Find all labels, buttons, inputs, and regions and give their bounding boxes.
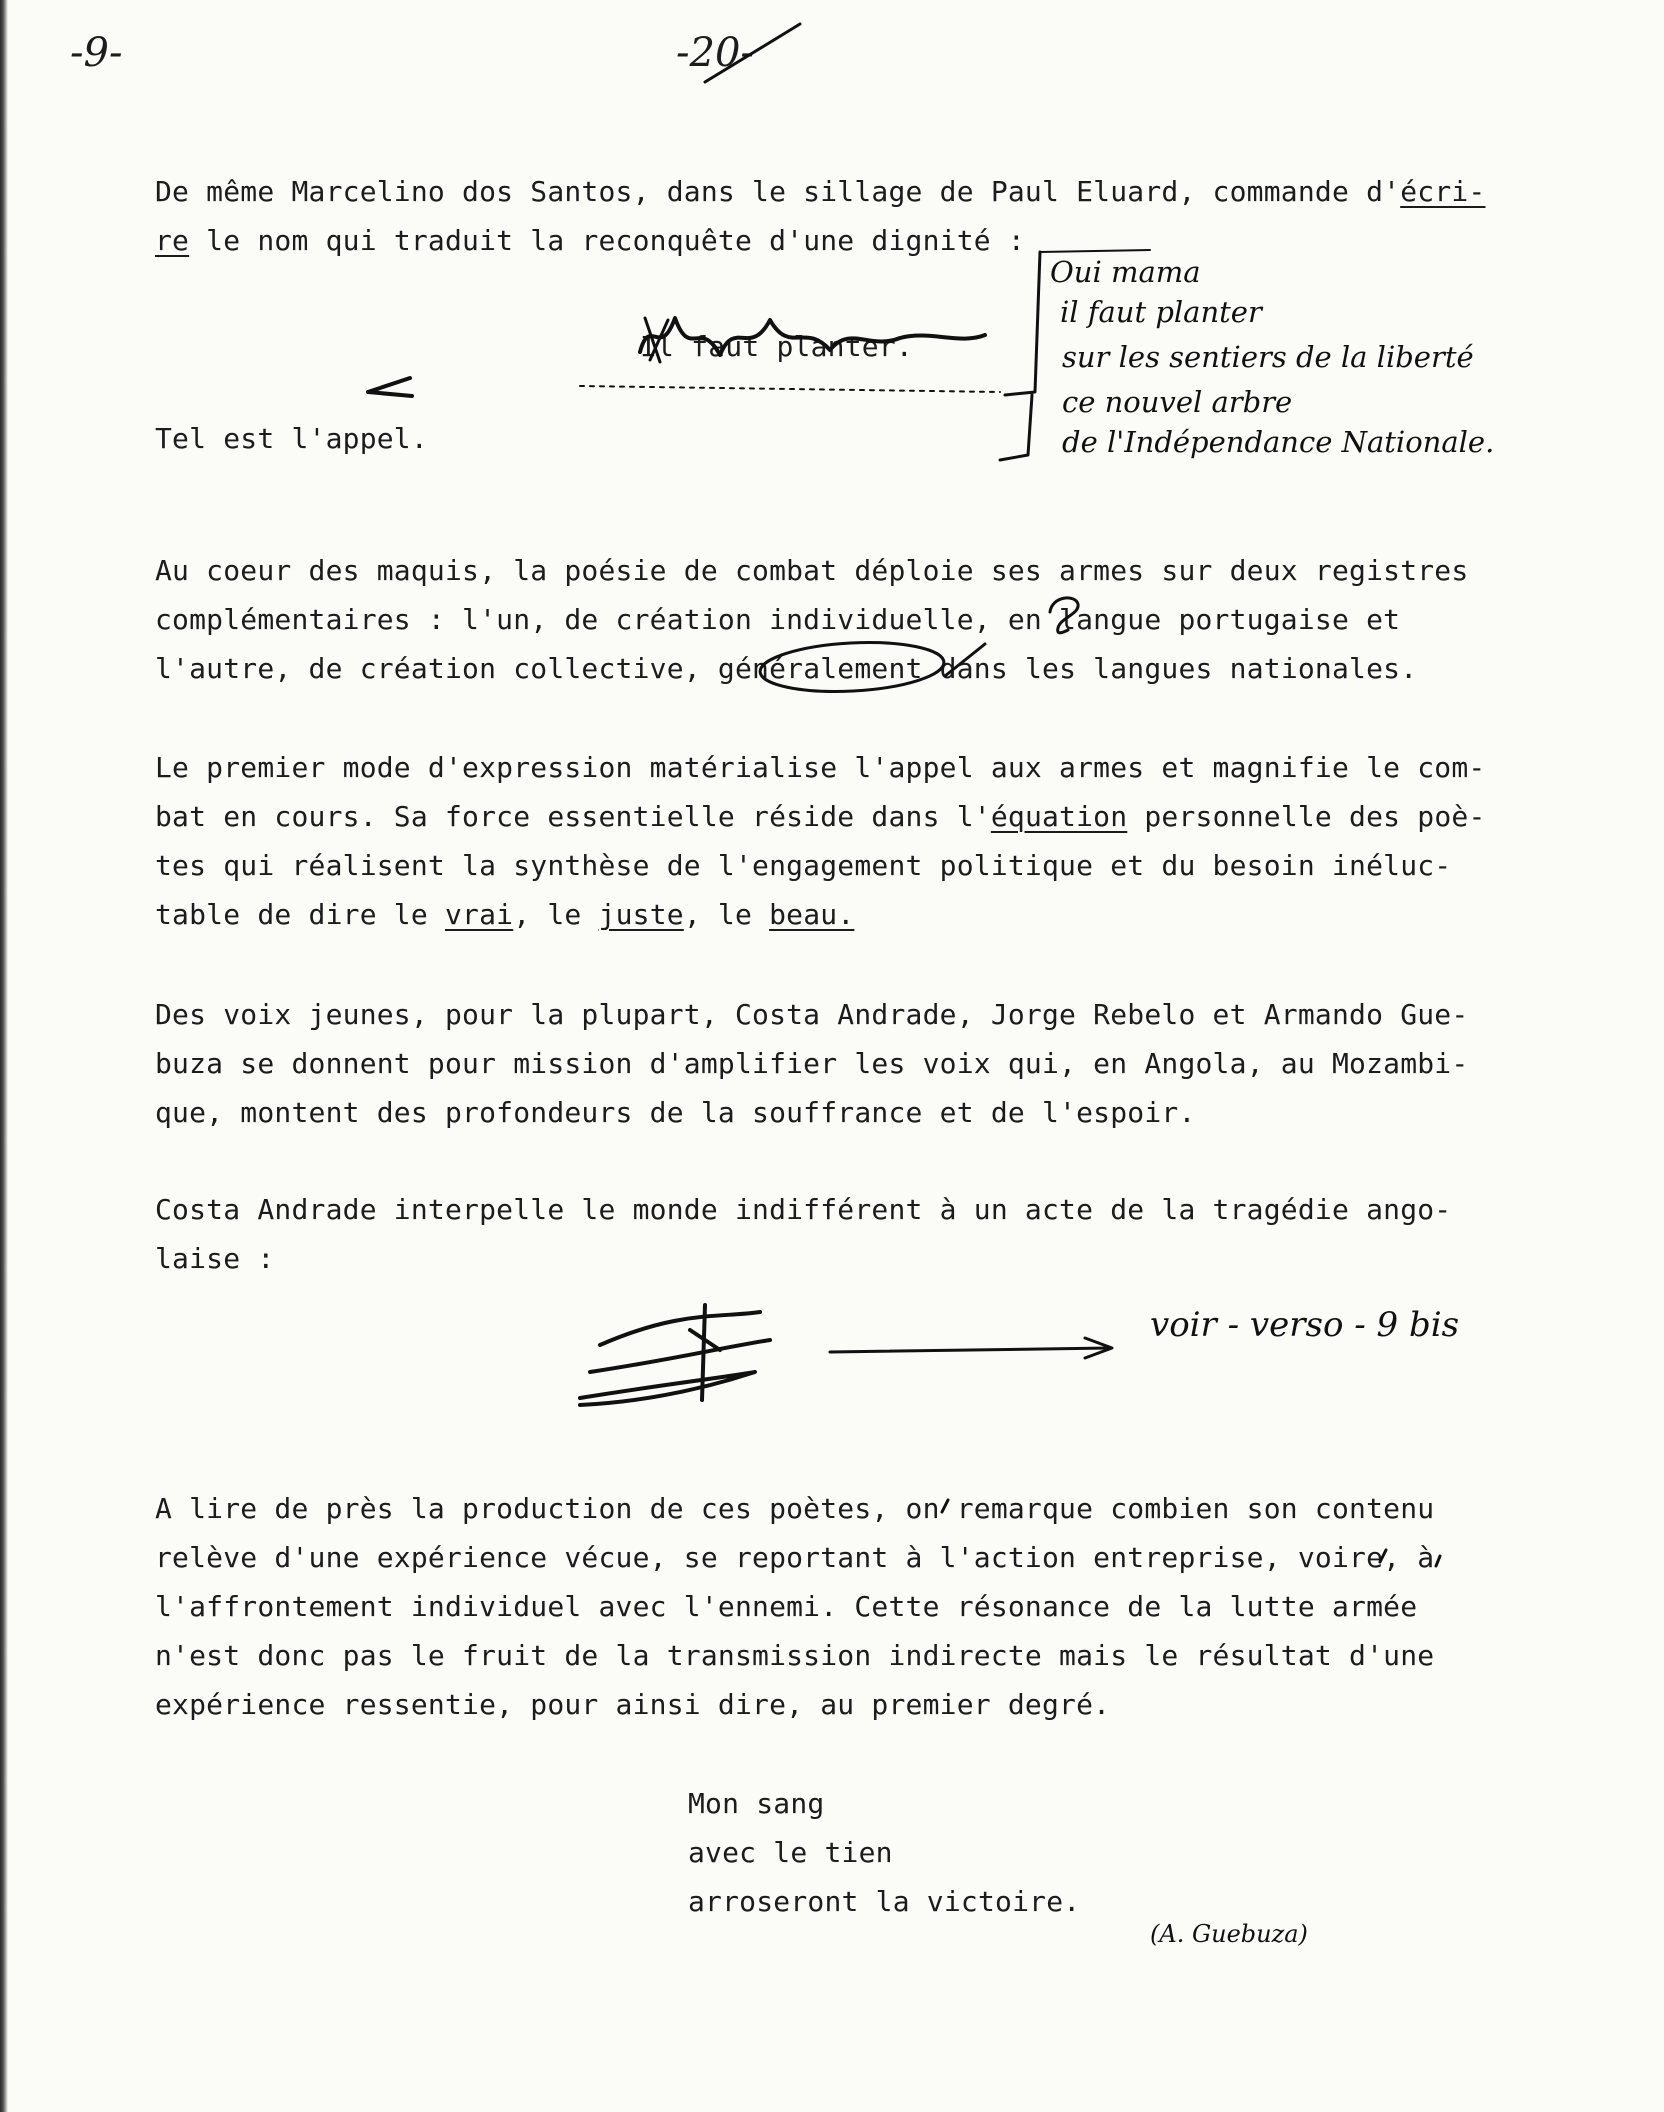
- page-number-strike-mark: [705, 24, 800, 82]
- insertion-caret-mark: [368, 378, 412, 396]
- struck-verse: Il faut planter.: [640, 330, 913, 363]
- handwritten-insert-line-4: ce nouvel arbre: [1062, 385, 1293, 419]
- circled-word-mark: [759, 638, 945, 696]
- page-number-center: -20-: [676, 30, 754, 76]
- paragraph-7-line-1: A lire de près la production de ces poètes, on remarque combien son contenu: [155, 1492, 1435, 1525]
- handwritten-insert-line-2: il faut planter: [1060, 295, 1262, 329]
- verse-scribble-mark: [640, 318, 985, 355]
- paragraph-7-line-4: n'est donc pas le fruit de la transmission indirecte mais le résultat d'une: [155, 1639, 1435, 1672]
- inserted-comma-mark: [1380, 1550, 1386, 1562]
- paragraph-5-line-1: Des voix jeunes, pour la plupart, Costa Andrade, Jorge Rebelo et Armando Gue-: [155, 998, 1469, 1031]
- paragraph-2: Tel est l'appel.: [155, 422, 428, 455]
- paragraph-1-line-2: re le nom qui traduit la reconquête d'une dignité :: [155, 224, 1025, 257]
- paragraph-3-line-1: Au coeur des maquis, la poésie de combat déploie ses armes sur deux registres: [155, 554, 1469, 587]
- paragraph-3-line-2: complémentaires : l'un, de création individuelle, en langue portugaise et: [155, 603, 1401, 636]
- handwritten-attribution: (A. Guebuza): [1150, 1920, 1308, 1948]
- paragraph-7-line-5: expérience ressentie, pour ainsi dire, au premier degré.: [155, 1688, 1111, 1721]
- circle-slash-mark: [945, 644, 985, 676]
- insertion-symbol-strokes: [580, 1312, 770, 1405]
- paragraph-7-line-3: l'affrontement individuel avec l'ennemi. Cette résonance de la lutte armée: [155, 1590, 1418, 1623]
- poem-line-2: avec le tien: [688, 1836, 893, 1869]
- paragraph-4-line-1: Le premier mode d'expression matérialise l'appel aux armes et magnifie le com-: [155, 751, 1486, 784]
- see-verso-arrow-shaft: [830, 1348, 1110, 1352]
- insert-top-rule: [1040, 250, 1150, 252]
- handwritten-insert-line-3: sur les sentiers de la liberté: [1062, 340, 1474, 374]
- handwritten-insert-line-5: de l'Indépendance Nationale.: [1062, 425, 1495, 459]
- paragraph-4-line-4: table de dire le vrai, le juste, le beau.: [155, 898, 855, 931]
- paragraph-4-line-3: tes qui réalisent la synthèse de l'engagement politique et du besoin inéluc-: [155, 849, 1452, 882]
- paragraph-7-line-2: relève d'une expérience vécue, se reportant à l'action entreprise, voire, à: [155, 1541, 1435, 1574]
- paragraph-1-line-1: De même Marcelino dos Santos, dans le sillage de Paul Eluard, commande d'écri-: [155, 175, 1486, 208]
- paragraph-4-line-2: bat en cours. Sa force essentielle réside dans l'équation personnelle des poè-: [155, 800, 1486, 833]
- paragraph-6-line-2: laise :: [155, 1242, 275, 1275]
- poem-line-1: Mon sang: [688, 1787, 825, 1820]
- inserted-comma-mark: [1436, 1556, 1440, 1566]
- insert-guide-line: [580, 386, 1000, 392]
- insert-bracket-mark: [1000, 252, 1040, 460]
- verse-cross-mark: [645, 318, 668, 362]
- paragraph-5-line-2: buza se donnent pour mission d'amplifier les voix qui, en Angola, au Mozambi-: [155, 1047, 1469, 1080]
- inserted-comma-mark: [942, 1500, 948, 1512]
- paragraph-5-line-3: que, montent des profondeurs de la souffrance et de l'espoir.: [155, 1096, 1196, 1129]
- query-mark: [1050, 598, 1078, 633]
- paragraph-3-line-3: l'autre, de création collective, généralement dans les langues nationales.: [155, 652, 1418, 685]
- page-number-left: -9-: [70, 30, 123, 76]
- poem-line-3: arroseront la victoire.: [688, 1885, 1081, 1918]
- paragraph-6-line-1: Costa Andrade interpelle le monde indifférent à un acte de la tragédie ango-: [155, 1193, 1452, 1226]
- handwritten-insert-line-1: Oui mama: [1050, 255, 1201, 289]
- handwritten-see-verso-note: voir - verso - 9 bis: [1150, 1305, 1460, 1345]
